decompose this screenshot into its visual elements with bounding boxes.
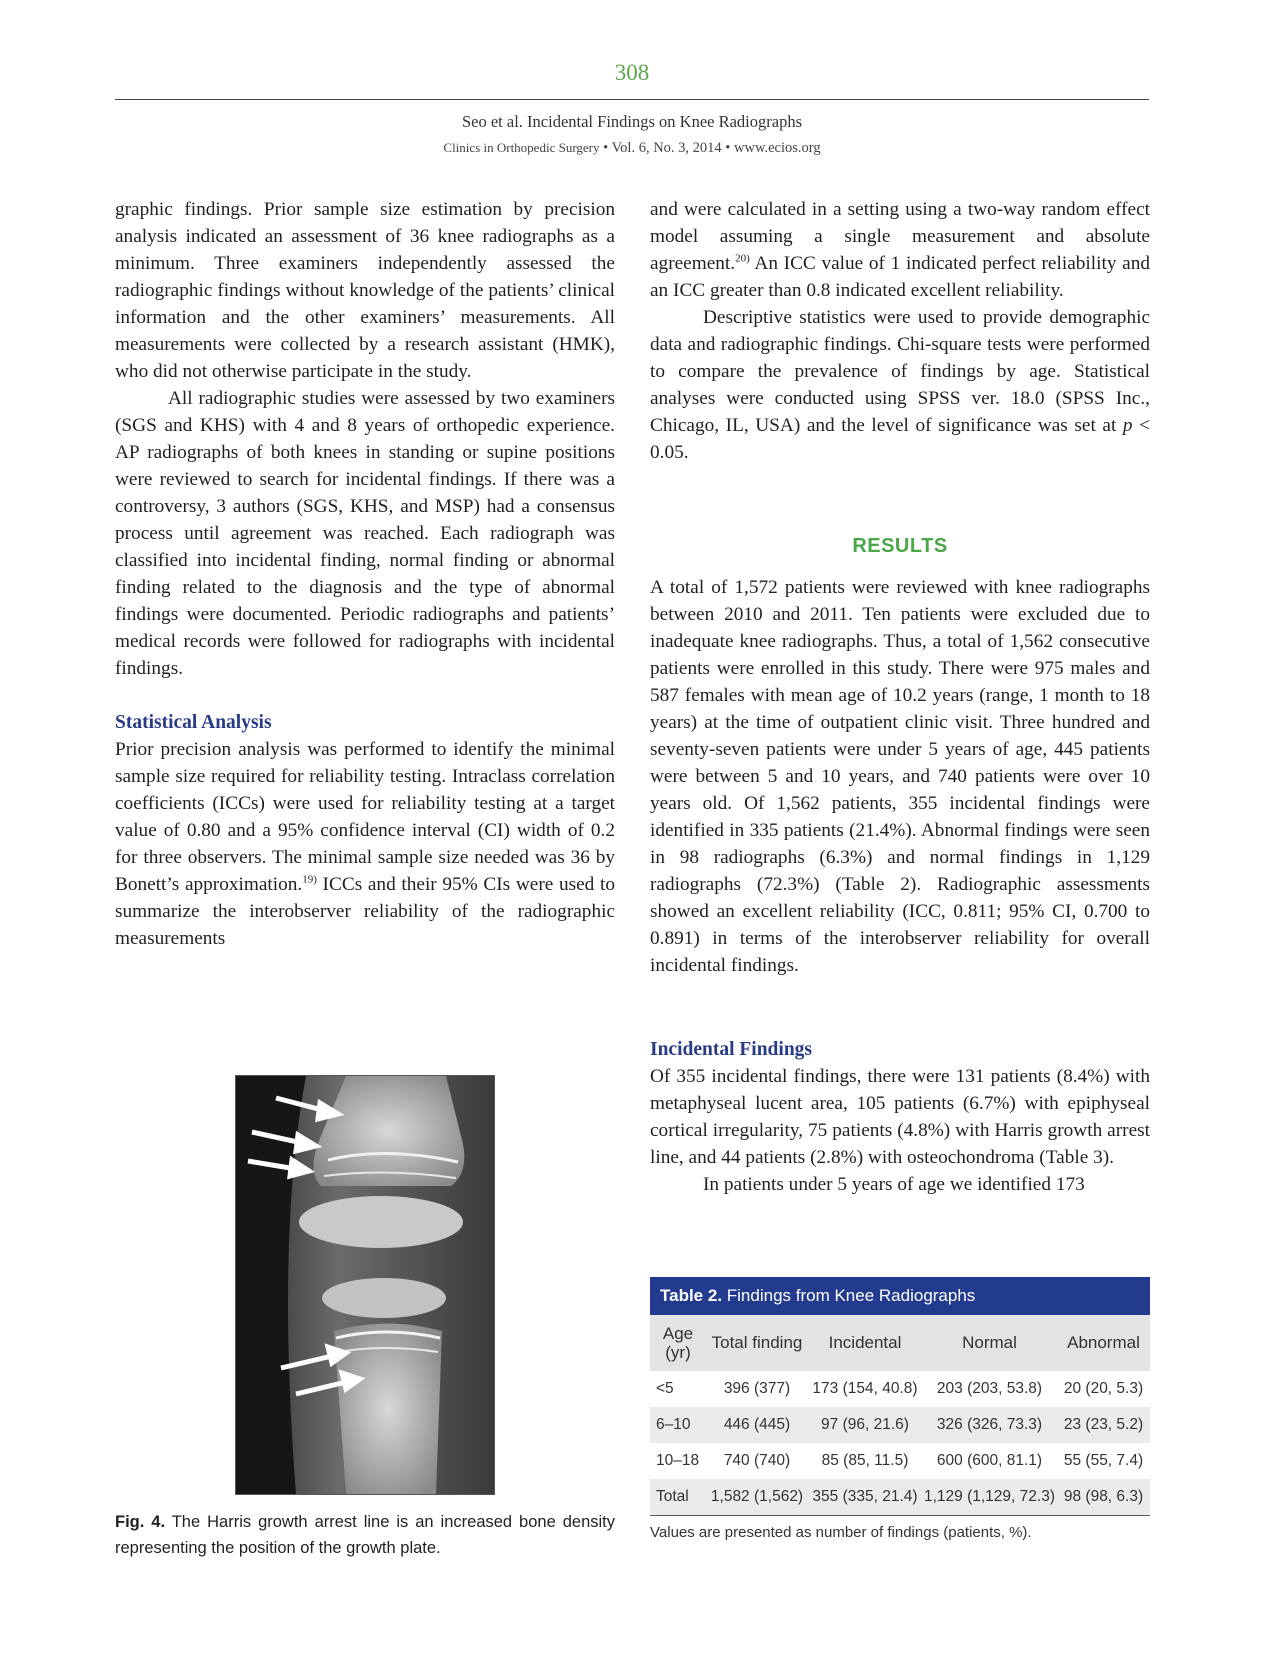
paragraph: graphic findings. Prior sample size estimation by precision analysis indicated an assessment of 36 knee radiographs as a minimum. Three examiners independently assessed the radiographic findings without knowledge of the patients’ clinical information and the other examiners’ measurements. All measurements were collected by a research assistant (HMK), who did not otherwise participate in the study. — [115, 199, 615, 382]
figure-caption-text: The Harris growth arrest line is an increased bone density representing the position of the growth plate. — [115, 1513, 616, 1557]
running-title: Seo et al. Incidental Findings on Knee Radiographs — [461, 112, 802, 131]
table-cell: 23 (23, 5.2) — [1057, 1407, 1150, 1443]
journal-info — [0, 140, 1264, 157]
table-cell: 6–10 — [650, 1407, 706, 1443]
table-cell: Total — [650, 1479, 706, 1516]
paragraph — [650, 304, 1150, 466]
paragraph: A total of 1,572 patients were reviewed with knee radiographs between 2010 and 2011. Ten patients were excluded due to inadequate knee radiographs. Thus, a total of 1,562 consecutive patients were enrolled in this study. There were 975 males and 587 females with mean age of 10.2 years (range, 1 month to 18 years) at the time of outpatient clinic visit. Three hundred and seventy-seven patients were under 5 years of age, 445 patients were between 5 and 10 years, and 740 patients were over 10 years old. Of 1,562 patients, 355 incidental findings were identified in 335 patients (21.4%). Abnormal findings were seen in 98 radiographs (6.3%) and normal findings in 1,129 radiographs (72.3%) (Table 2). Radiographic assessments showed an excellent reliability (ICC, 0.811; 95% CI, 0.700 to 0.891) in terms of the interobserver reliability for overall incidental findings. — [650, 577, 1150, 976]
table-cell: 396 (377) — [723, 1380, 791, 1397]
paragraph — [115, 736, 615, 952]
p-value-symbol: p — [1122, 415, 1133, 436]
table-title-text: Findings from Knee Radiographs — [722, 1286, 976, 1305]
table-cell: 10–18 — [656, 1452, 700, 1469]
paragraph-text: Descriptive statistics were used to provide demographic data and radiographic findings. Chi-square tests were performed to compare the prevalence of findings by age. Statistical analyses were conducted using SPSS ver. 18.0 (SPSS Inc., Chicago, IL, USA) and the level of significance was set at — [650, 307, 1150, 436]
section-heading-incidental-findings: Incidental Findings — [650, 1039, 813, 1060]
incidental-findings-section — [650, 1036, 1150, 1198]
table-cell: 326 (326, 73.3) — [922, 1407, 1057, 1443]
left-column — [115, 196, 615, 952]
table-row — [650, 1443, 1150, 1479]
figure-caption — [115, 1509, 615, 1561]
table-cell: 600 (600, 81.1) — [936, 1452, 1043, 1469]
paragraph: All radiographic studies were assessed by two examiners (SGS and KHS) with 4 and 8 years of orthopedic experience. AP radiographs of both knees in standing or supine positions were reviewed to search for incidental findings. If there was a controversy, 3 authors (SGS, KHS, and MSP) had a consensus process until agreement was reached. Each radiograph was classified into incidental finding, normal finding or abnormal finding related to the diagnosis and the type of abnormal findings were documented. Periodic radiographs and patients’ medical records were followed for radiographs with incidental findings. — [115, 388, 615, 679]
paragraph: In patients under 5 years of age we identified 173 — [703, 1174, 1085, 1195]
column-header: Incidental — [808, 1315, 922, 1371]
table-cell: 97 (96, 21.6) — [808, 1407, 922, 1443]
table-cell: <5 — [656, 1380, 674, 1397]
reference-marker: 19) — [302, 873, 317, 886]
column-header — [650, 1315, 706, 1371]
paragraph-text: An ICC value of 1 indicated perfect reliability and an ICC greater than 0.8 indicated excellent reliability. — [650, 253, 1150, 301]
table-cell: 173 (154, 40.8) — [812, 1380, 918, 1397]
table-row — [650, 1407, 1150, 1443]
table-header-row — [650, 1315, 1150, 1371]
journal-name: Clinics in Orthopedic Surgery — [443, 140, 600, 155]
figure-label: Fig. 4. — [115, 1513, 166, 1531]
knee-radiograph-image — [236, 1076, 494, 1494]
section-heading-statistical-analysis: Statistical Analysis — [115, 712, 272, 733]
figure-radiograph — [235, 1075, 495, 1495]
table-cell: 55 (55, 7.4) — [1063, 1452, 1144, 1469]
section-heading-results: RESULTS — [852, 535, 948, 557]
table-row-total — [650, 1479, 1150, 1516]
paragraph-text: and were calculated in a setting using a two-way random effect model assuming a single measurement and absolute agreement. — [650, 199, 1150, 274]
table-cell: 203 (203, 53.8) — [936, 1380, 1043, 1397]
paragraph: Of 355 incidental findings, there were 131 patients (8.4%) with metaphyseal lucent area, 105 patients (6.7%) with epiphyseal cortical irregularity, 75 patients (4.8%) with Harris growth arrest line, and 44 patients (2.8%) with osteochondroma (Table 3). — [650, 1066, 1150, 1168]
column-header: Abnormal — [1057, 1315, 1150, 1371]
reference-marker: 20) — [735, 252, 750, 265]
header-divider — [115, 99, 1149, 100]
table-cell: 98 (98, 6.3) — [1057, 1479, 1150, 1516]
table-cell: 446 (445) — [706, 1407, 808, 1443]
table-cell: 740 (740) — [723, 1452, 791, 1469]
table-2 — [650, 1277, 1150, 1541]
findings-table — [650, 1315, 1150, 1516]
table-row — [650, 1371, 1150, 1407]
table-title — [650, 1277, 1150, 1315]
right-column-top — [650, 196, 1150, 466]
page-number: 308 — [614, 60, 650, 85]
table-cell: 1,582 (1,562) — [706, 1479, 808, 1516]
table-label: Table 2. — [660, 1286, 723, 1305]
table-cell: 355 (335, 21.4) — [808, 1479, 922, 1516]
paragraph-text: Prior precision analysis was performed to identify the minimal sample size required for reliability testing. Intraclass correlation coefficients (ICCs) were used for reliability testing at a target value of 0.80 and a 95% confidence interval (CI) width of 0.2 for three observers. The minimal sample size needed was 36 by Bonett’s approximation. — [115, 739, 615, 895]
paragraph-text: ICCs and their 95% CIs were used to summarize the interobserver reliability of the radiographic measurements — [115, 874, 615, 949]
column-header: Normal — [922, 1315, 1057, 1371]
header-age: Age (yr) — [662, 1324, 694, 1362]
table-cell: 20 (20, 5.3) — [1063, 1380, 1144, 1397]
paragraph-text: < 0.05. — [650, 415, 1150, 463]
journal-details: • Vol. 6, No. 3, 2014 • www.ecios.org — [599, 140, 821, 156]
results-text — [650, 574, 1150, 979]
table-cell: 85 (85, 11.5) — [821, 1452, 909, 1469]
table-cell: 1,129 (1,129, 72.3) — [922, 1479, 1057, 1516]
table-footnote: Values are presented as number of findings (patients, %). — [650, 1524, 1032, 1541]
paragraph — [650, 196, 1150, 304]
column-header: Total finding — [706, 1315, 808, 1371]
